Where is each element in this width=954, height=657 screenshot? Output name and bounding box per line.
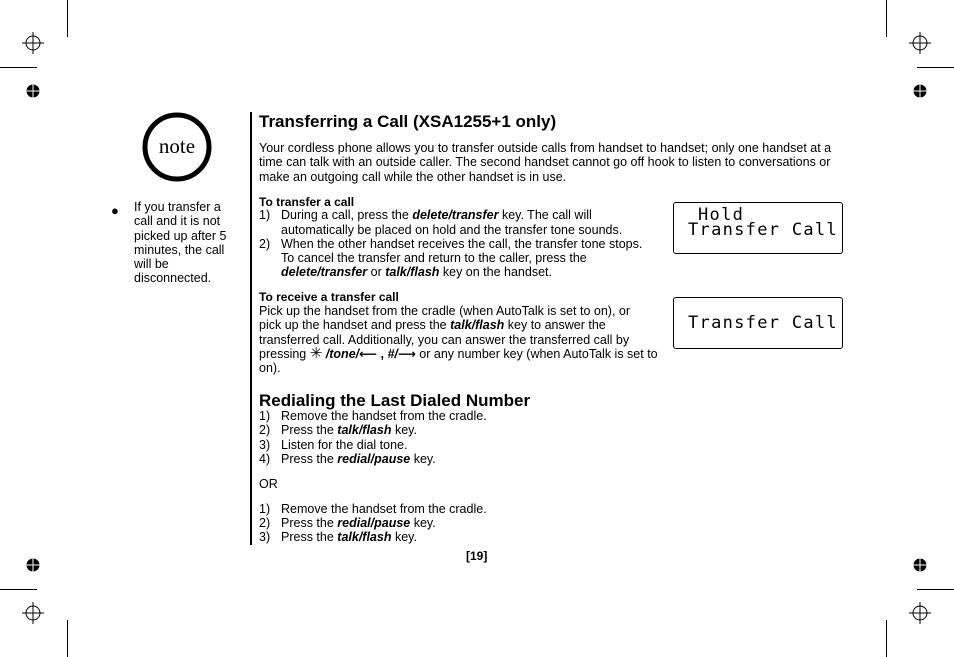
separator: , (377, 346, 388, 361)
registration-crosshair-icon (22, 602, 44, 624)
lcd-line: Transfer Call (688, 220, 838, 240)
step-text: key. (391, 423, 417, 437)
step-text: or (367, 265, 386, 279)
step-number: 4) (259, 452, 271, 466)
registration-dot-icon (913, 84, 927, 98)
star-key-icon: ✳ (309, 344, 323, 362)
receive-line: Pick up the handset from the cradle (when AutoTalk is set to on), or (259, 304, 631, 318)
receive-line: transferred call. Additionally, you can answer the transferred call by (259, 332, 630, 347)
registration-crosshair-icon (22, 32, 44, 54)
step-text: Press the (281, 516, 338, 530)
intro-line: Your cordless phone allows you to transfer outside calls from handset to handset; only one handset at a (259, 141, 832, 155)
crop-mark-br-h (917, 589, 954, 590)
receive-paragraph (259, 304, 669, 375)
step-text: Remove the handset from the cradle. (281, 409, 487, 423)
note-line: picked up after 5 (134, 228, 227, 243)
key-redial-pause: redial/pause (337, 516, 411, 530)
key-talk-flash: talk/flash (337, 530, 392, 544)
note-bullet: ● (111, 203, 119, 218)
step-text: Listen for the dial tone. (281, 438, 408, 452)
redial-step (259, 409, 487, 423)
transfer-step-2 (259, 237, 642, 251)
subheading-transfer-call: To transfer a call (259, 195, 355, 209)
redial-step (259, 438, 407, 452)
redial-step (259, 530, 417, 544)
note-line: disconnected. (134, 271, 212, 286)
receive-text: or any number key (when AutoTalk is set to (415, 346, 658, 361)
key-hash-right: #/⟶ (387, 346, 416, 361)
lcd-line: Hold (698, 205, 745, 225)
crop-mark-bl-h (0, 589, 37, 590)
step-text: When the other handset receives the call, the transfer tone stops. (281, 237, 643, 251)
receive-text: key to answer the (504, 318, 606, 333)
note-line: If you transfer a (134, 200, 221, 214)
intro-line: make an outgoing call while the other handset is in use. (259, 169, 567, 184)
step-number: 1) (259, 502, 271, 516)
column-divider (250, 112, 252, 545)
receive-line (259, 318, 669, 332)
note-text (134, 200, 234, 286)
note-line: call and it is not (134, 214, 221, 229)
note-line: will be (134, 257, 169, 272)
step-text: key. (410, 452, 436, 466)
registration-dot-icon (913, 558, 927, 572)
subheading-receive-transfer: To receive a transfer call (259, 290, 399, 304)
step-text: During a call, press the (281, 208, 413, 222)
step-text: key. (391, 530, 417, 544)
key-delete-transfer: delete/transfer (281, 265, 368, 279)
transfer-step-1-cont: automatically be placed on hold and the transfer tone sounds. (281, 223, 623, 237)
registration-crosshair-icon (909, 602, 931, 624)
lcd-display-transfer (673, 297, 843, 349)
transfer-step-1 (259, 208, 592, 222)
redial-step (259, 423, 417, 437)
receive-line: on). (259, 361, 281, 376)
step-number: 1) (259, 208, 271, 222)
redial-step (259, 502, 487, 516)
note-badge-label: note (158, 134, 196, 158)
note-badge-icon (141, 111, 213, 183)
key-talk-flash: talk/flash (385, 265, 440, 279)
receive-text: pick up the handset and press the (259, 318, 451, 333)
key-talk-flash: talk/flash (337, 423, 392, 437)
note-line: minutes, the call (134, 242, 225, 257)
crop-mark-bl-v (67, 620, 68, 657)
step-text: Press the (281, 452, 338, 466)
page-number: [19] (466, 549, 488, 563)
step-text: Press the (281, 423, 338, 437)
step-text: key on the handset. (439, 265, 552, 279)
receive-text: pressing (259, 346, 310, 361)
section-title-redialing: Redialing the Last Dialed Number (259, 391, 531, 410)
transfer-step-2-line2: To cancel the transfer and return to the caller, press the (281, 251, 587, 265)
crop-mark-tr-h (917, 67, 954, 68)
lcd-display-hold-transfer (673, 202, 843, 254)
redial-step (259, 516, 436, 530)
step-number: 3) (259, 530, 271, 544)
registration-dot-icon (26, 84, 40, 98)
registration-crosshair-icon (909, 32, 931, 54)
crop-mark-tl-v (67, 0, 68, 37)
step-number: 2) (259, 237, 271, 251)
registration-dot-icon (26, 558, 40, 572)
redial-step (259, 452, 436, 466)
step-number: 3) (259, 438, 271, 452)
intro-line: time can talk with an outside caller. The second handset cannot go off hook to listen to conversations or (259, 155, 831, 170)
step-text: Press the (281, 530, 338, 544)
section-title-transferring: Transferring a Call (XSA1255+1 only) (259, 112, 557, 131)
or-label: OR (259, 477, 278, 491)
transfer-step-2-line3 (281, 265, 552, 279)
crop-mark-tl-h (0, 67, 37, 68)
step-text: key. The call will (498, 208, 592, 222)
key-talk-flash: talk/flash (450, 318, 505, 333)
step-number: 2) (259, 516, 271, 530)
intro-paragraph (259, 141, 849, 184)
key-tone-left: /tone/⟵ (322, 346, 378, 361)
crop-mark-tr-v (886, 0, 887, 37)
step-number: 1) (259, 409, 271, 423)
receive-line (259, 344, 669, 362)
step-text: Remove the handset from the cradle. (281, 502, 487, 516)
key-delete-transfer: delete/transfer (412, 208, 499, 222)
step-number: 2) (259, 423, 271, 437)
lcd-line: Transfer Call (688, 313, 838, 333)
key-redial-pause: redial/pause (337, 452, 411, 466)
crop-mark-br-v (886, 620, 887, 657)
step-text: key. (410, 516, 436, 530)
